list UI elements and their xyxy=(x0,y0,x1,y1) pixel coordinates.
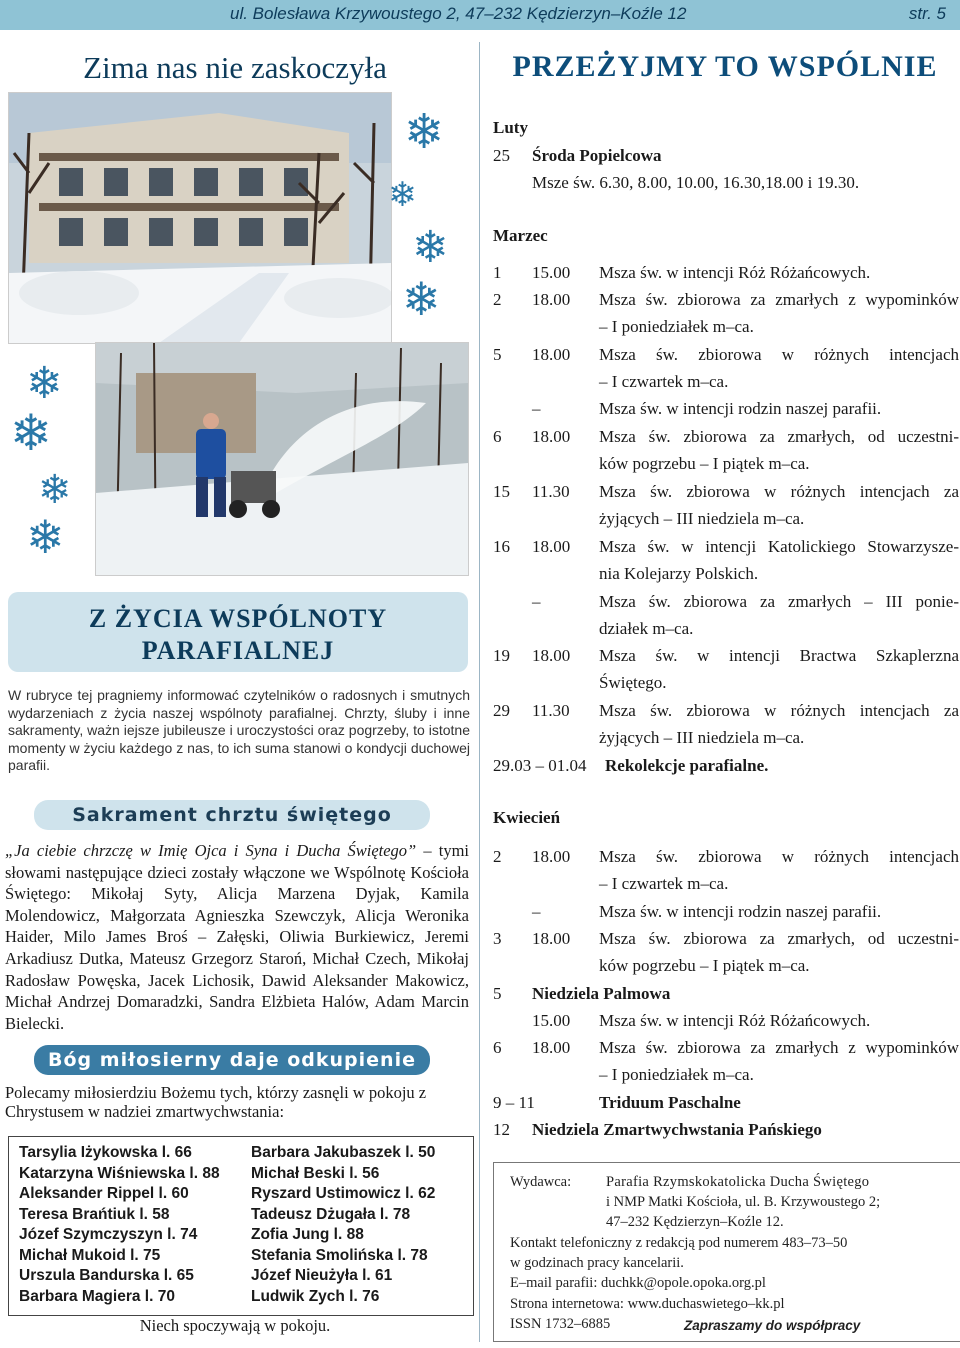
polecamy-paragraph: Polecamy miłosierdziu Bożemu tych, którzy zasnęli w pokoju z Chrystusem w nadziei zmartwychwstania: xyxy=(5,1083,427,1121)
publisher-contact-2: w godzinach pracy kancelarii. xyxy=(510,1255,684,1271)
row-text: Msza św. w intencji Róż Różańcowych. xyxy=(599,263,871,282)
snowflake-icon: ❄ xyxy=(10,404,52,462)
schedule-row xyxy=(493,980,959,1007)
row-time: 18.00 xyxy=(532,537,571,556)
row-day: 9 – 11 xyxy=(493,1093,535,1112)
schedule-row xyxy=(493,898,959,925)
row-day: 6 xyxy=(493,427,502,446)
heading-bog xyxy=(34,1045,430,1075)
row-text: Msza św. w intencji Bractwa Szkaplerzna xyxy=(599,646,959,665)
row-text: Msza św. zbiorowa za zmarłych, od uczestni- xyxy=(599,929,959,948)
row-continuation: żyjących – III niedziela m–ca. xyxy=(599,509,805,528)
schedule-row-continued xyxy=(493,313,959,340)
row-time: 11.30 xyxy=(532,701,570,720)
schedule-row xyxy=(493,286,959,313)
schedule-row xyxy=(493,259,959,286)
row-continuation: Świętego. xyxy=(599,673,667,692)
row-text: Msza św. w intencji rodzin naszej parafii. xyxy=(599,902,882,921)
left-title: Zima nas nie zaskoczyła xyxy=(83,50,387,85)
schedule-row xyxy=(493,642,959,669)
row-continuation: – I czwartek m–ca. xyxy=(599,372,729,391)
row-time: 18.00 xyxy=(532,427,571,446)
header-address: ul. Bolesława Krzywoustego 2, 47–232 Kędzierzyn–Koźle 12 xyxy=(230,4,687,23)
month-luty: Luty xyxy=(493,118,528,137)
row-day: 1 xyxy=(493,263,502,282)
schedule-row-continued xyxy=(493,615,959,642)
row-text: Msza św. zbiorowa w różnych intencjach za xyxy=(599,482,959,501)
schedule-row-continued xyxy=(493,560,959,587)
list-item: Barbara Jakubaszek l. 50 xyxy=(251,1144,436,1161)
row-time: 18.00 xyxy=(532,345,571,364)
snowflake-icon: ❄ xyxy=(402,272,441,326)
schedule-row xyxy=(493,1116,959,1143)
list-item: Michał Beski l. 56 xyxy=(251,1164,380,1182)
row-event: Niedziela Zmartwychwstania Pańskiego xyxy=(532,1120,822,1139)
row-time: 18.00 xyxy=(532,290,571,309)
row-day: 2 xyxy=(493,847,502,866)
schedule-row xyxy=(493,843,959,870)
row-time: 18.00 xyxy=(532,1038,571,1057)
schedule-row-continued xyxy=(493,724,959,751)
list-item: Józef Nieużyła l. 61 xyxy=(251,1267,393,1284)
chrzest-text: – tymi słowami następujące dzieci zostały włączone we Wspólnotę Kościoła Świętego: Mikołaj Syty, Alicja Marzena Dyjak, Kamila Molendowicz, Małgorzata Agnieszka Szewczyk, Alicja Weronika Haider, Milo James Broś – Załęski, Oliwia Burkiewicz, Jeremi Arkadiusz Dutka, Mateusz Grzegorz Staroń, Michał Czech, Mikołaj Radosław Powęska, Jacek Lichosik, Dawid Aleksander Makowicz, Michał Andrzej Domaradzki, Sandra Elżbieta Halów, Adam Marcin Bielecki. xyxy=(5,841,470,1033)
row-time: 15.00 xyxy=(532,263,571,282)
row-day: 6 xyxy=(493,1038,502,1057)
row-dash: – xyxy=(532,902,541,921)
schedule-row-continued xyxy=(493,450,959,477)
row-time: 11.30 xyxy=(532,482,570,501)
publisher-label: Wydawca: xyxy=(510,1174,572,1190)
row-day: 15 xyxy=(493,482,510,501)
list-item: Stefania Smolińska l. 78 xyxy=(251,1246,428,1264)
schedule-row xyxy=(493,925,959,952)
section-banner-zycie xyxy=(8,592,468,672)
list-item: Urszula Bandurska l. 65 xyxy=(19,1267,194,1284)
row-continuation: żyjących – III niedziela m–ca. xyxy=(599,728,805,747)
row-day: 19 xyxy=(493,646,510,665)
row-text: Msza św. zbiorowa za zmarłych z wypominków xyxy=(599,1038,959,1057)
schedule-row xyxy=(493,423,959,450)
row-day: 5 xyxy=(493,984,502,1003)
schedule-row xyxy=(493,341,959,368)
list-item: Ludwik Zych l. 76 xyxy=(251,1287,380,1305)
row-text: Msza św. w intencji rodzin naszej parafii. xyxy=(599,399,882,418)
publisher-box xyxy=(493,1162,960,1342)
row-dash: – xyxy=(532,399,541,418)
schedule-row-continued xyxy=(493,1061,959,1088)
row-text: Msza św. zbiorowa w różnych intencjach xyxy=(599,847,959,866)
list-item: Tarsylia Iżykowska l. 66 xyxy=(19,1144,192,1161)
publisher-slogan: Zapraszamy do współpracy xyxy=(684,1318,861,1333)
row-day: 5 xyxy=(493,345,502,364)
row-continuation: – I czwartek m–ca. xyxy=(599,874,729,893)
snowblower-photo xyxy=(95,342,469,576)
chrzest-quote: „Ja ciebie chrzczę w Imię Ojca i Syna i Ducha Świętego” xyxy=(5,841,417,860)
row-continuation: – I poniedziałek m–ca. xyxy=(599,317,754,336)
row-day: 29.03 – 01.04 xyxy=(493,756,587,775)
intro-paragraph: W rubryce tej pragniemy informować czytelników o radosnych i smutnych wydarzeniach z życia naszej wspólnoty parafialnej. Chrzty, śluby i inne sakramenty, ważn iejsze jubileusze i uroczystości oraz pogrzeby, to istotne momenty w życiu każdego z nas, to ich suma stanowi o kondycji duchowej parafii. xyxy=(8,687,470,773)
schedule-row xyxy=(493,1034,959,1061)
snowflake-icon: ❄ xyxy=(26,358,63,409)
row-text: Msza św. w intencji Katolickiego Stowarzysze- xyxy=(599,537,959,556)
row-text: Msza św. zbiorowa za zmarłych, od uczestni- xyxy=(599,427,959,446)
row-event: Środa Popielcowa xyxy=(532,146,662,165)
right-title: PRZEŻYJMY TO WSPÓLNIE xyxy=(512,50,938,83)
list-item: Zofia Jung l. 88 xyxy=(251,1226,364,1243)
snowflake-icon: ❄ xyxy=(388,175,417,215)
row-text: Msza św. zbiorowa w różnych intencjach za xyxy=(599,701,959,720)
row-day: 29 xyxy=(493,701,510,720)
header-bar xyxy=(0,0,960,30)
deceased-column-left xyxy=(19,1143,220,1307)
row-day: 25 xyxy=(493,146,510,165)
schedule-row-continued xyxy=(493,505,959,532)
snowflake-icon: ❄ xyxy=(404,104,445,160)
row-time: 15.00 xyxy=(532,1011,571,1030)
publisher-contact-1: Kontakt telefoniczny z redakcją pod numerem 483–73–50 xyxy=(510,1235,848,1251)
heading-chrzest-text: Sakrament chrztu świętego xyxy=(72,804,392,826)
schedule-row xyxy=(493,142,959,169)
list-item: Tadeusz Dżugała l. 78 xyxy=(251,1205,411,1223)
schedule-row xyxy=(493,697,959,724)
list-item: Teresa Brańtiuk l. 58 xyxy=(19,1205,170,1223)
row-time: 18.00 xyxy=(532,646,571,665)
list-item: Barbara Magiera l. 70 xyxy=(19,1287,175,1305)
row-day: 12 xyxy=(493,1120,510,1139)
row-text: Msza św. w intencji Róż Różańcowych. xyxy=(599,1011,871,1030)
schedule-row-continued xyxy=(493,669,959,696)
deceased-list xyxy=(8,1136,474,1316)
row-day: 3 xyxy=(493,929,502,948)
publisher-line-3: 47–232 Kędzierzyn–Koźle 12. xyxy=(606,1214,784,1230)
row-continuation: – I poniedziałek m–ca. xyxy=(599,1065,754,1084)
row-time: 18.00 xyxy=(532,847,571,866)
row-day: 2 xyxy=(493,290,502,309)
publisher-email[interactable]: E–mail parafii: duchkk@opole.opoka.org.pl xyxy=(510,1275,766,1291)
row-text: Msza św. zbiorowa za zmarłych z wypominków xyxy=(599,290,959,309)
row-continuation: nia Kolejarzy Polskich. xyxy=(599,564,759,583)
snowflake-icon: ❄ xyxy=(38,467,72,513)
closing-line: Niech spoczywają w pokoju. xyxy=(139,1316,331,1335)
row-day: 16 xyxy=(493,537,510,556)
schedule-row-continued xyxy=(493,368,959,395)
row-dash: – xyxy=(532,592,541,611)
row-time: 18.00 xyxy=(532,929,571,948)
month-kwiecien: Kwiecień xyxy=(493,808,561,827)
month-marzec: Marzec xyxy=(493,226,548,245)
winter-building-photo xyxy=(8,92,392,344)
publisher-line-1: Parafia Rzymskokatolicka Ducha Świętego xyxy=(606,1174,870,1190)
row-text: Msza św. zbiorowa w różnych intencjach xyxy=(599,345,959,364)
row-text: Msze św. 6.30, 8.00, 10.00, 16.30,18.00 i 19.30. xyxy=(532,173,860,192)
schedule-row xyxy=(493,752,959,779)
chrzest-paragraph xyxy=(5,840,469,1034)
publisher-website[interactable]: Strona internetowa: www.duchaswietego–kk.pl xyxy=(510,1296,785,1312)
schedule-row xyxy=(493,533,959,560)
row-event: Rekolekcje parafialne. xyxy=(605,756,769,775)
schedule-row-continued xyxy=(493,952,959,979)
list-item: Ryszard Ustimowicz l. 62 xyxy=(251,1185,436,1202)
row-continuation: ków pogrzebu – I piątek m–ca. xyxy=(599,956,810,975)
list-item: Katarzyna Wiśniewska l. 88 xyxy=(19,1164,220,1182)
row-text: Msza św. zbiorowa za zmarłych – III ponie- xyxy=(599,592,959,611)
row-event: Triduum Paschalne xyxy=(599,1093,741,1112)
header-page-number: str. 5 xyxy=(908,4,946,23)
snowflake-icon: ❄ xyxy=(412,222,449,273)
banner-line-2: PARAFIALNEJ xyxy=(141,636,335,665)
deceased-column-right xyxy=(251,1143,435,1307)
snowflake-icon: ❄ xyxy=(26,510,65,564)
schedule-row xyxy=(493,478,959,505)
schedule-row xyxy=(493,1089,959,1116)
schedule-row-continued xyxy=(493,870,959,897)
row-continuation: działek m–ca. xyxy=(599,619,694,638)
schedule-row xyxy=(493,588,959,615)
list-item: Michał Mukoid l. 75 xyxy=(19,1246,161,1264)
schedule-row xyxy=(493,169,959,196)
list-item: Aleksander Rippel l. 60 xyxy=(19,1185,189,1202)
heading-bog-text: Bóg miłosierny daje odkupienie xyxy=(48,1049,416,1071)
schedule-row xyxy=(493,395,959,422)
list-item: Józef Szymczyszyn l. 74 xyxy=(19,1226,198,1243)
publisher-line-2: i NMP Matki Kościoła, ul. B. Krzywoustego 2; xyxy=(606,1194,881,1210)
schedule-row xyxy=(493,1007,959,1034)
heading-chrzest xyxy=(34,800,430,830)
row-continuation: ków pogrzebu – I piątek m–ca. xyxy=(599,454,810,473)
column-divider xyxy=(479,42,480,1342)
row-event: Niedziela Palmowa xyxy=(532,984,671,1003)
publisher-issn: ISSN 1732–6885 xyxy=(510,1316,611,1332)
banner-line-1: Z ŻYCIA WSPÓLNOTY xyxy=(88,604,388,633)
